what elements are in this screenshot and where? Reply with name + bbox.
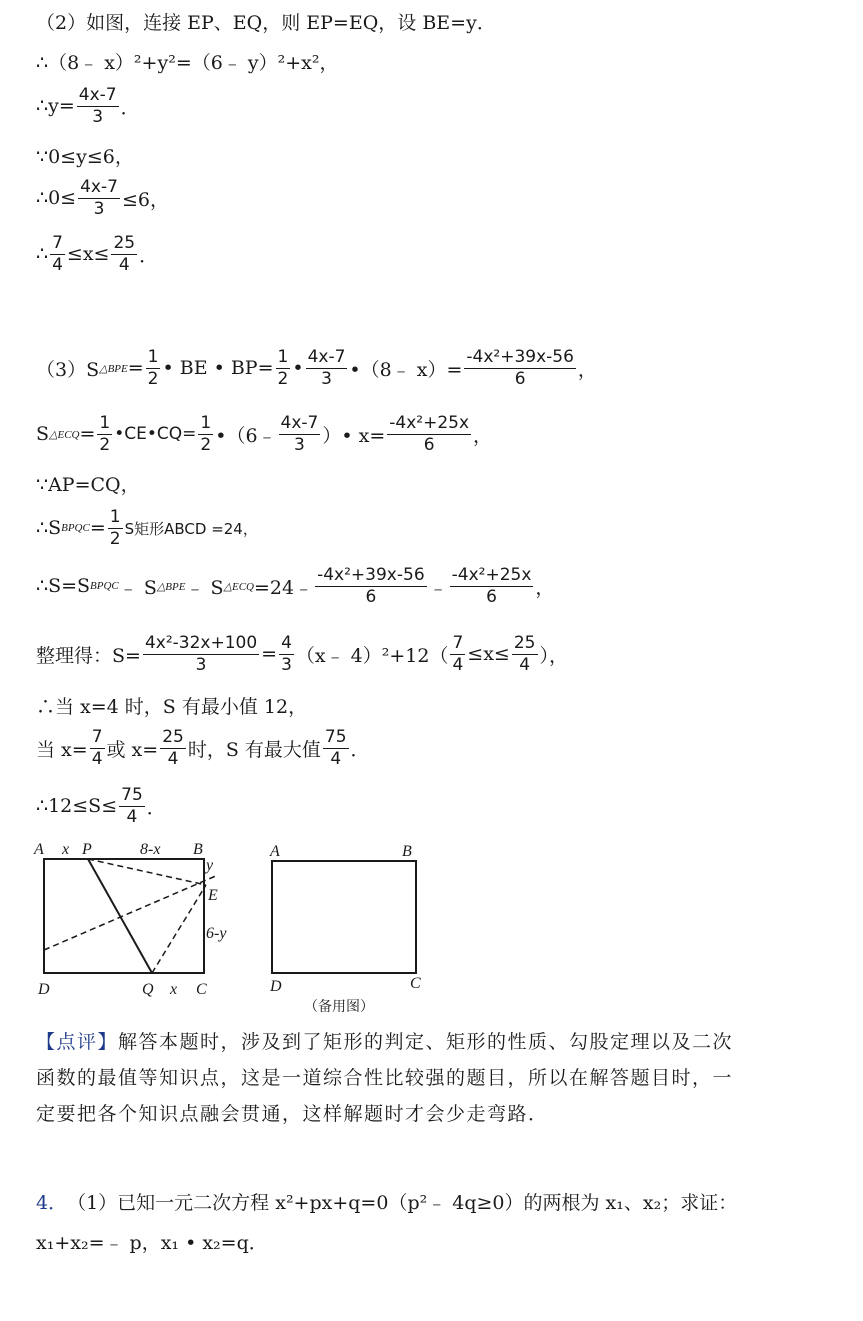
segment-pq bbox=[88, 859, 152, 973]
part3-line-a: （3）S △BPE = $\frac{1}{2}$ • BE • BP= $\frac{1}{2}$ • $\frac{4x-7}{3}$ •（8﹣ x）= $\frac{\text{-4x²+39x-56}}{6}$ ， bbox=[36, 347, 597, 389]
rectangle-abcd bbox=[44, 859, 204, 973]
figure-1 bbox=[33, 841, 227, 998]
comment-tag: 【点评】 bbox=[36, 1031, 119, 1053]
label-y: y bbox=[206, 857, 214, 874]
segment-pe bbox=[88, 859, 206, 885]
part2-line-1: （2）如图，连接 EP、EQ，则 EP=EQ，设 BE=y． bbox=[36, 12, 496, 34]
fraction: $\frac{4x-7}{3}$ bbox=[78, 85, 117, 127]
problem4-line-1: 4． （1）已知一元二次方程 x²+px+q=0（p²﹣ 4q≥0）的两根为 x₁、x₂；求证： bbox=[36, 1192, 738, 1214]
label-c: C bbox=[196, 981, 207, 998]
part3-line-e: ∴S=S BPQC ﹣ S △BPE ﹣ S △ECQ =24﹣ $\frac{\text{-4x²+39x-56}}{6}$ ﹣ $\frac{\text{-4x²+25x}}{6}$ ， bbox=[36, 565, 555, 607]
comment-block: 【点评】解答本题时，涉及到了矩形的判定、矩形的性质、勾股定理以及二次 函数的最值等知识点，这是一道综合性比较强的题目，所以在解答题目时，一 定要把各个知识点融会贯通，这样解题时才会少走弯路． bbox=[36, 1031, 734, 1125]
part3-line-h: 当 x= $\frac{7}{4}$ 或 x= $\frac{25}{4}$ 时，S 有最大值 $\frac{75}{4}$ ． bbox=[36, 727, 370, 769]
label-6-y: 6-y bbox=[206, 925, 227, 942]
label-a: A bbox=[34, 841, 44, 858]
part2-line-5: ∴0≤ $\frac{4x-7}{3}$ ≤6， bbox=[36, 177, 169, 219]
segment-qe bbox=[152, 885, 206, 973]
label-d: D bbox=[270, 978, 282, 995]
figure-2 bbox=[269, 843, 421, 1015]
label-b: B bbox=[193, 841, 203, 858]
part3-line-b: S △ECQ = $\frac{1}{2}$ •CE•CQ= $\frac{1}{2}$ •（6﹣ $\frac{4x-7}{3}$ ）• x= $\frac{\text{-4x²+25x}}{6}$ ， bbox=[36, 413, 493, 455]
part3-line-g: ∴当 x=4 时，S 有最小值 12， bbox=[36, 696, 308, 718]
label-c: C bbox=[410, 975, 421, 992]
part3-line-c: ∵AP=CQ， bbox=[36, 474, 140, 496]
fraction: $\frac{4x-7}{3}$ bbox=[80, 177, 118, 219]
part2-line-6: ∴ $\frac{7}{4}$ ≤x≤ $\frac{25}{4}$ ． bbox=[36, 233, 159, 275]
problem4-line-2: x₁+x₂=﹣ p，x₁ • x₂=q． bbox=[36, 1232, 268, 1254]
label-q: Q bbox=[142, 981, 154, 998]
label-x-top: x bbox=[62, 841, 70, 858]
rectangle-backup bbox=[272, 861, 416, 973]
label-a: A bbox=[270, 843, 280, 860]
label-x-bottom: x bbox=[170, 981, 178, 998]
label-p: P bbox=[82, 841, 92, 858]
label-e: E bbox=[208, 887, 218, 904]
part3-line-d: ∴S BPQC = $\frac{1}{2}$ S矩形ABCD =24， bbox=[36, 507, 258, 549]
fraction: $\frac{25}{4}$ bbox=[113, 233, 136, 275]
part3-line-k: ∴12≤S≤ $\frac{75}{4}$ ． bbox=[36, 785, 166, 827]
label-8-x: 8-x bbox=[140, 841, 161, 858]
figures bbox=[0, 830, 480, 1025]
part2-line-2: ∴（8﹣ x）²+y²=（6﹣ y）²+x²， bbox=[36, 52, 339, 74]
segment-diagonal bbox=[44, 875, 218, 950]
backup-caption: （备用图） bbox=[304, 999, 374, 1015]
label-d: D bbox=[38, 981, 50, 998]
part3-line-f: 整理得：S= $\frac{\text{4x²-32x+100}}{3}$ = $\frac{4}{3}$ （x﹣ 4）²+12（ $\frac{7}{4}$ ≤x≤ $\frac{25}{4}$ ）， bbox=[36, 633, 569, 675]
label-b: B bbox=[402, 843, 412, 860]
fraction: $\frac{7}{4}$ bbox=[52, 233, 63, 275]
part2-line-4: ∵0≤y≤6， bbox=[36, 146, 134, 168]
part2-line-3: ∴y= $\frac{4x-7}{3}$ ． bbox=[36, 85, 140, 127]
